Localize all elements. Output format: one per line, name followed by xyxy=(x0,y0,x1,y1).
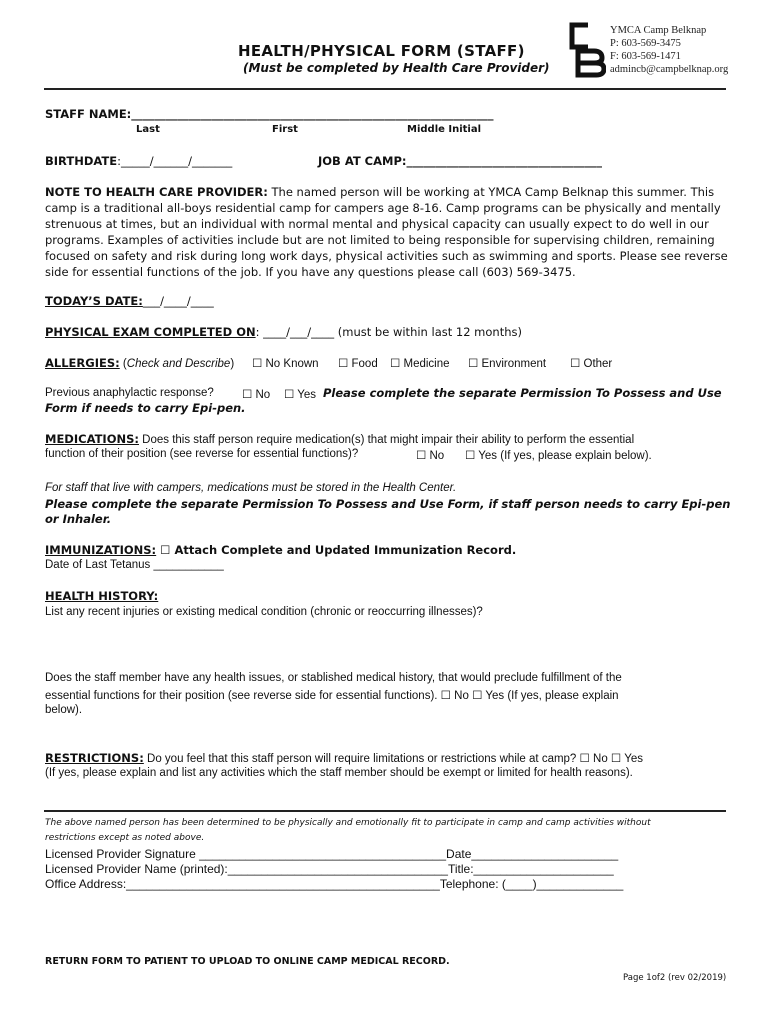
storage-note-line2: Please complete the separate Permission To Possess and Use Form, if staff person needs to carry Epi-pen xyxy=(45,497,731,511)
header-divider xyxy=(44,88,726,90)
allergy-no-known-checkbox[interactable]: ☐ No Known xyxy=(252,358,319,370)
return-form-note: RETURN FORM TO PATIENT TO UPLOAD TO ONLINE CAMP MEDICAL RECORD. xyxy=(45,956,450,967)
staff-name-field[interactable]: STAFF NAME:_______________________________________________________________ xyxy=(45,107,494,121)
physical-exam-label: PHYSICAL EXAM COMPLETED ON xyxy=(45,325,256,339)
health-issues-line3: below). xyxy=(45,704,83,716)
note-paragraph xyxy=(45,184,735,280)
form-subtitle: (Must be completed by Health Care Provider) xyxy=(243,61,550,75)
label-first: First xyxy=(272,124,298,135)
todays-date-label: TODAY’S DATE: xyxy=(45,294,143,308)
allergy-medicine-checkbox[interactable]: ☐ Medicine xyxy=(390,358,450,370)
anaphylactic-no-checkbox[interactable]: ☐ No xyxy=(242,389,271,401)
immunizations-row xyxy=(45,543,516,557)
immunization-record-checkbox[interactable]: ☐ Attach Complete and Updated Immunization Record. xyxy=(156,543,517,557)
physical-exam-field[interactable] xyxy=(45,325,522,339)
label-last: Last xyxy=(136,124,160,135)
certification-line1: The above named person has been determined to be physically and emotionally fit to participate in camp and camp activities without xyxy=(45,818,651,828)
medications-question: Does this staff person require medication(s) that might impair their ability to perform the essential xyxy=(138,434,635,446)
certification-divider xyxy=(44,810,726,812)
storage-note-line1: For staff that live with campers, medications must be stored in the Health Center. xyxy=(45,482,457,494)
birthdate-label: BIRTHDATE xyxy=(45,154,118,168)
allergy-other-checkbox[interactable]: ☐ Other xyxy=(570,358,613,370)
camp-logo xyxy=(566,22,606,78)
health-history-question: List any recent injuries or existing medical condition (chronic or reoccurring illnesses)? xyxy=(45,606,483,618)
health-history-label: HEALTH HISTORY: xyxy=(45,589,159,603)
camp-logo-mark xyxy=(566,22,606,78)
org-contact xyxy=(610,24,728,76)
birthdate-field[interactable] xyxy=(45,154,232,168)
medications-label: MEDICATIONS: xyxy=(45,432,139,446)
office-address-field[interactable]: Office Address:_______________________________________________Telephone: (____)_____________ xyxy=(45,877,624,891)
note-line: programs. Examples of activities include but are not limited to being responsible for supervising children, remaining xyxy=(45,233,715,247)
todays-date-field[interactable] xyxy=(45,294,214,308)
health-issues-line2: essential functions for their position (see reverse side for essential functions). ☐ No ☐ Yes (If yes, please explain xyxy=(45,690,619,702)
allergy-food-checkbox[interactable]: ☐ Food xyxy=(338,358,378,370)
allergies-label: ALLERGIES: xyxy=(45,356,120,370)
org-fax: F: 603-569-1471 xyxy=(610,51,681,62)
restrictions-label: RESTRICTIONS: xyxy=(45,751,144,765)
todays-date-blank: ___/____/____ xyxy=(142,294,214,308)
health-issues-line1: Does the staff member have any health issues, or stablished medical history, that would preclude fulfillment of the xyxy=(45,672,622,684)
form-title: HEALTH/PHYSICAL FORM (STAFF) xyxy=(238,42,525,60)
note-label: NOTE TO HEALTH CARE PROVIDER: xyxy=(45,185,268,199)
allergy-environment-checkbox[interactable]: ☐ Environment xyxy=(468,358,547,370)
allergies-hint-open: ( xyxy=(119,358,127,370)
restrictions-question: Do you feel that this staff person will require limitations or restrictions while at camp? ☐ No ☐ Yes xyxy=(143,753,643,765)
page-number: Page 1of2 (rev 02/2019) xyxy=(623,973,727,983)
epipen-note-line2: Form if needs to carry Epi-pen. xyxy=(45,401,246,415)
allergies-hint: Check and Describe xyxy=(126,358,231,370)
provider-signature-field[interactable]: Licensed Provider Signature _____________________________________Date______________________ xyxy=(45,847,619,861)
job-field[interactable]: JOB AT CAMP:__________________________________ xyxy=(318,154,602,168)
medications-line2: function of their position (see reverse for essential functions)? xyxy=(45,448,359,460)
medications-no-checkbox[interactable]: ☐ No xyxy=(416,450,445,462)
tetanus-date-field[interactable]: Date of Last Tetanus ___________ xyxy=(45,559,224,571)
note-line: focused on safety and risk during long work days, physical activities such as swimming and sports. Please see reverse xyxy=(45,249,728,263)
note-line: side for essential functions of the job. If you have any questions please call (603) 569-3475. xyxy=(45,265,576,279)
org-email: admincb@campbelknap.org xyxy=(610,64,729,75)
provider-name-field[interactable]: Licensed Provider Name (printed):_________________________________Title:_____________________ xyxy=(45,862,614,876)
note-line: strenuous at times, but an individual with normal mental and physical capacity can usually expect to do well in our xyxy=(45,217,709,231)
epipen-note-line1: Please complete the separate Permission To Possess and Use xyxy=(323,386,722,400)
medications-line1 xyxy=(45,432,634,446)
label-middle: Middle Initial xyxy=(407,124,482,135)
allergies-hint-close: ) xyxy=(230,358,235,370)
birthdate-blank: :_____/______/_______ xyxy=(117,154,233,168)
immunizations-label: IMMUNIZATIONS: xyxy=(45,543,157,557)
certification-line2: restrictions except as noted above. xyxy=(45,833,205,843)
org-phone: P: 603-569-3475 xyxy=(610,38,681,49)
note-line: The named person will be working at YMCA Camp Belknap this summer. This xyxy=(267,185,715,199)
storage-note-line3: or Inhaler. xyxy=(45,512,112,526)
allergies-row xyxy=(45,356,234,370)
org-name: YMCA Camp Belknap xyxy=(610,25,707,36)
restrictions-line2: (If yes, please explain and list any activities which the staff member should be exempt or limited for health reasons). xyxy=(45,767,633,779)
anaphylactic-question: Previous anaphylactic response? xyxy=(45,387,214,399)
restrictions-line1 xyxy=(45,751,643,765)
anaphylactic-yes-checkbox[interactable]: ☐ Yes xyxy=(284,389,317,401)
medications-yes-checkbox[interactable]: ☐ Yes (If yes, please explain below). xyxy=(465,450,652,462)
note-line: camp is a traditional all-boys residential camp for campers age 8-16. Camp programs can be physically and mentally xyxy=(45,201,721,215)
physical-exam-blank: : ____/___/____ (must be within last 12 months) xyxy=(255,325,522,339)
